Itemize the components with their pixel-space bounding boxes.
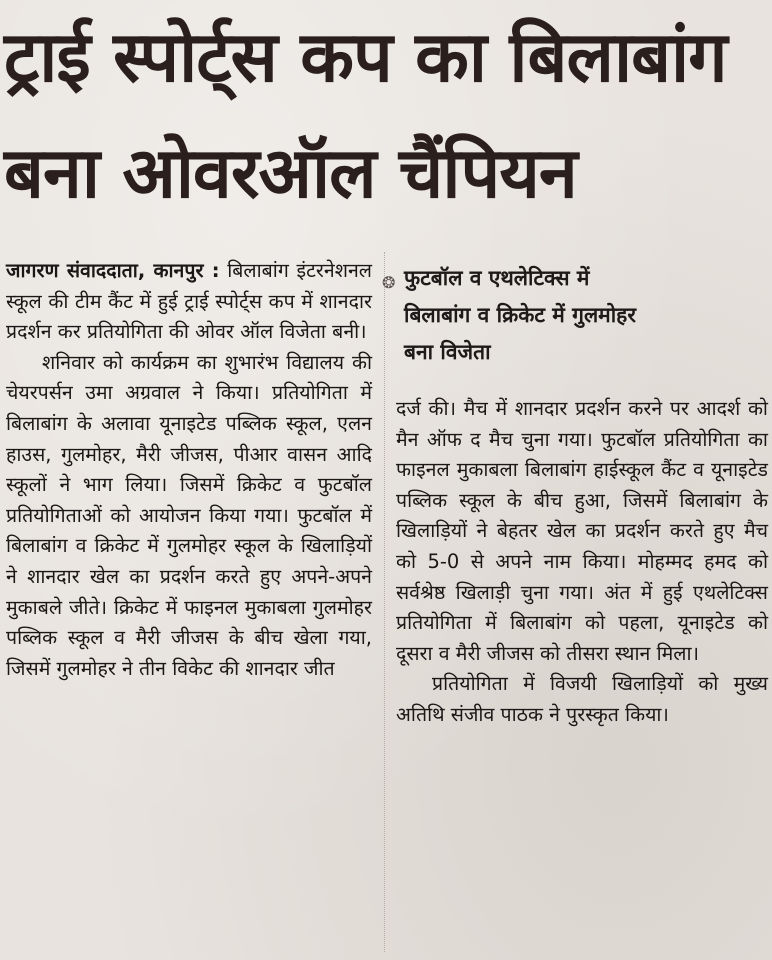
subheadline-line-3: बना विजेता bbox=[404, 340, 491, 364]
article-intro-text: बिलाबांग इंटरनेशनल स्कूल की टीम कैंट में हुई ट्राई स्पोर्ट्स कप में शानदार प्रदर्शन कर प्रतियोगिता की ओवर ऑल विजेता बनी। bbox=[6, 259, 372, 344]
article-paragraph-4: प्रतियोगिता में विजयी खिलाड़ियों को मुख्य अतिथि संजीव पाठक ने पुरस्कृत किया। bbox=[396, 672, 768, 726]
byline: जागरण संवाददाता, कानपुर : bbox=[6, 259, 220, 282]
subheadline bbox=[382, 260, 764, 371]
article-paragraph-1 bbox=[6, 256, 372, 348]
headline-line-2: बना ओवरऑल चैंपियन bbox=[4, 132, 577, 214]
subheadline-line-1: फुटबॉल व एथलेटिक्स में bbox=[404, 266, 590, 290]
article-right-column bbox=[396, 394, 768, 731]
headline-line-1: ट्राई स्पोर्ट्स कप का बिलाबांग bbox=[4, 16, 727, 98]
bullet-icon: ❂ bbox=[382, 273, 396, 292]
article-left-column bbox=[6, 256, 372, 684]
column-divider bbox=[384, 252, 386, 952]
article-paragraph-2: शनिवार को कार्यक्रम का शुभारंभ विद्यालय की चेयरपर्सन उमा अग्रवाल ने किया। प्रतियोगिता में बिलाबांग के अलावा यूनाइटेड पब्लिक स्कूल, एलन हाउस, गुलमोहर, मैरी जीजस, पीआर वासन आदि स्कूलों ने भाग लिया। जिसमें क्रिकेट व फुटबॉल प्रतियोगिताओं को आयोजन किया गया। फुटबॉल में बिलाबांग व क्रिकेट में गुलमोहर स्कूल के खिलाड़ियों ने शानदार खेल का प्रदर्शन करते हुए अपने-अपने मुकाबले जीते। क्रिकेट में फाइनल मुकाबला गुलमोहर पब्लिक स्कूल व मैरी जीजस के बीच खेला गया, जिसमें गुलमोहर ने तीन विकेट की शानदार जीत bbox=[6, 350, 372, 680]
article-paragraph-3: दर्ज की। मैच में शानदार प्रदर्शन करने पर आदर्श को मैन ऑफ द मैच चुना गया। फुटबॉल प्रतियोगिता का फाइनल मुकाबला बिलाबांग हाईस्कूल कैंट व यूनाइटेड पब्लिक स्कूल के बीच हुआ, जिसमें बिलाबांग के खिलाड़ियों ने बेहतर खेल का प्रदर्शन करते हुए मैच को 5-0 से अपने नाम किया। मोहम्मद हमद को सर्वश्रेष्ठ खिलाड़ी चुना गया। अंत में हुई एथलेटिक्स प्रतियोगिता में बिलाबांग को पहला, यूनाइटेड को दूसरा व मैरी जीजस को तीसरा स्थान मिला। bbox=[396, 397, 768, 665]
subheadline-line-2: बिलाबांग व क्रिकेट में गुलमोहर bbox=[404, 303, 636, 327]
